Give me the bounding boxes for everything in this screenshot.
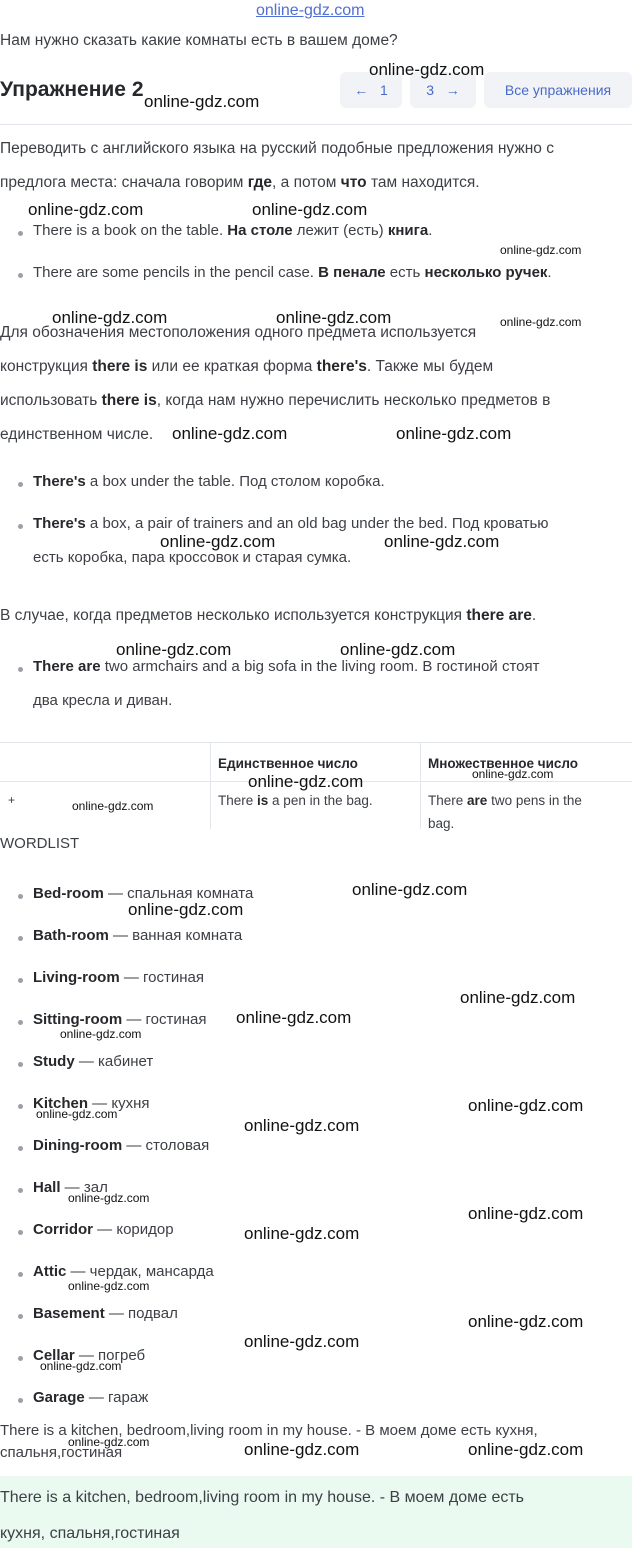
explanation-1-bold-what: что <box>340 174 367 191</box>
word-en: Living-room <box>33 969 120 986</box>
watermark: online-gdz.com <box>468 1204 584 1223</box>
table-cell-singular <box>218 789 373 812</box>
watermark: online-gdz.com <box>68 1279 150 1293</box>
word-ru: — гостиная <box>119 969 204 986</box>
table-text: There <box>428 793 468 808</box>
bullet-icon <box>18 936 23 941</box>
site-watermark-top[interactable]: online-gdz.com <box>256 2 365 19</box>
table-divider <box>420 743 421 829</box>
bullet-icon <box>18 1230 23 1235</box>
watermark: online-gdz.com <box>340 640 456 659</box>
prev-exercise-number: 1 <box>379 82 388 98</box>
bullet-icon <box>18 231 23 236</box>
explanation-3-bold: there are <box>466 607 532 624</box>
word-en: Kitchen <box>33 1095 89 1112</box>
table-text: two pens in the <box>487 793 582 808</box>
explanation-1 <box>0 132 628 200</box>
bullet-icon <box>18 1062 23 1067</box>
word-ru: — кабинет <box>74 1053 154 1070</box>
explanation-2-bold: there's <box>316 358 367 375</box>
word-en: Garage <box>33 1389 85 1406</box>
bullet-icon <box>18 482 23 487</box>
watermark: online-gdz.com <box>236 1008 352 1027</box>
example-3 <box>33 473 385 490</box>
example-2 <box>33 264 552 281</box>
explanation-2-text: . Также мы будем <box>366 358 494 375</box>
example-bold: В пенале <box>318 264 386 281</box>
watermark: online-gdz.com <box>384 532 500 551</box>
watermark: online-gdz.com <box>500 315 582 329</box>
exercise-title: Упражнение 2 <box>0 78 144 101</box>
watermark: online-gdz.com <box>396 424 512 443</box>
explanation-3-text: . <box>531 607 537 624</box>
example-en: There is a book on the table. <box>33 222 228 239</box>
watermark: online-gdz.com <box>172 424 288 443</box>
example-bold: There's <box>33 473 86 490</box>
word-ru: — спальная комната <box>103 885 254 902</box>
explanation-1-line1: Переводить с английского языка на русский подобные предложения нужно с <box>0 140 554 157</box>
watermark: online-gdz.com <box>244 1116 360 1135</box>
bullet-icon <box>18 1356 23 1361</box>
word-ru: — погреб <box>74 1347 146 1364</box>
example-ru: лежит (есть) <box>292 222 388 239</box>
example-1 <box>33 222 432 239</box>
explanation-3 <box>0 607 536 625</box>
answer-box-line2: кухня, спальня,гостиная <box>0 1525 180 1542</box>
explanation-2 <box>0 316 628 452</box>
watermark: online-gdz.com <box>128 900 244 919</box>
wordlist-item <box>33 1305 178 1322</box>
watermark: online-gdz.com <box>68 1191 150 1205</box>
watermark: online-gdz.com <box>116 640 232 659</box>
header-divider <box>0 124 632 125</box>
word-en: Basement <box>33 1305 105 1322</box>
bullet-icon <box>18 1398 23 1403</box>
explanation-2-line1: Для обозначения местоположения одного предмета используется <box>0 324 477 341</box>
watermark: online-gdz.com <box>500 243 582 257</box>
word-en: Cellar <box>33 1347 75 1364</box>
word-en: Attic <box>33 1263 67 1280</box>
bullet-icon <box>18 1104 23 1109</box>
watermark: online-gdz.com <box>52 308 168 327</box>
explanation-2-text: конструкция <box>0 358 93 375</box>
wordlist-item <box>33 1053 153 1070</box>
example-5 <box>33 650 628 718</box>
watermark: online-gdz.com <box>68 1435 150 1449</box>
watermark: online-gdz.com <box>28 200 144 219</box>
explanation-2-text: использовать <box>0 392 102 409</box>
example-text: a box under the table. Под столом коробка. <box>85 473 385 490</box>
example-text: два кресла и диван. <box>33 692 173 709</box>
explanation-1-text: там находится. <box>366 174 480 191</box>
answer-box-line1: There is a kitchen, bedroom,living room in my house. - В моем доме есть <box>0 1489 524 1506</box>
watermark: online-gdz.com <box>252 200 368 219</box>
table-text: There <box>218 793 258 808</box>
arrow-left-icon: ← <box>354 82 369 98</box>
word-en: Sitting-room <box>33 1011 123 1028</box>
next-exercise-number: 3 <box>426 82 435 98</box>
bullet-icon <box>18 1272 23 1277</box>
table-row-sign: + <box>8 793 16 807</box>
intro-question: Нам нужно сказать какие комнаты есть в вашем доме? <box>0 32 398 49</box>
watermark: online-gdz.com <box>248 772 364 791</box>
bullet-icon <box>18 273 23 278</box>
wordlist-item <box>33 1221 174 1238</box>
answer-plain-line2: спальня,гостиная <box>0 1444 123 1461</box>
answer-box <box>0 1476 632 1548</box>
answer-plain-line1: There is a kitchen, bedroom,living room in my house. - В моем доме есть кухня, <box>0 1422 538 1439</box>
table-text: bag. <box>428 816 455 831</box>
watermark: online-gdz.com <box>369 60 485 79</box>
watermark: online-gdz.com <box>472 767 554 781</box>
example-text: two armchairs and a big sofa in the living room. В гостиной стоят <box>100 658 540 675</box>
wordlist-item <box>33 1137 209 1154</box>
watermark: online-gdz.com <box>468 1440 584 1459</box>
word-ru: — коридор <box>93 1221 174 1238</box>
example-4 <box>33 507 628 575</box>
bullet-icon <box>18 524 23 529</box>
word-en: Hall <box>33 1179 61 1196</box>
watermark: online-gdz.com <box>468 1312 584 1331</box>
bullet-icon <box>18 1146 23 1151</box>
explanation-2-bold: there is <box>92 358 148 375</box>
word-en: Bed-room <box>33 885 104 902</box>
answer-box-text <box>0 1480 524 1552</box>
bullet-icon <box>18 894 23 899</box>
example-text: a box, a pair of trainers and an old bag under the bed. Под кроватью <box>85 515 549 532</box>
example-bold: На столе <box>227 222 293 239</box>
word-ru: — гараж <box>84 1389 149 1406</box>
watermark: online-gdz.com <box>468 1096 584 1115</box>
table-header-singular: Единственное число <box>218 756 358 771</box>
watermark: online-gdz.com <box>352 880 468 899</box>
word-ru: — столовая <box>122 1137 210 1154</box>
word-en: Study <box>33 1053 75 1070</box>
word-ru: — кухня <box>88 1095 150 1112</box>
word-en: Dining-room <box>33 1137 123 1154</box>
explanation-1-text: , а потом <box>272 174 341 191</box>
example-ru: есть <box>385 264 425 281</box>
wordlist-item <box>33 927 242 944</box>
arrow-right-icon: → <box>445 82 460 98</box>
wordlist-title: WORDLIST <box>0 835 80 852</box>
explanation-2-line4: единственном числе. <box>0 426 154 443</box>
bullet-icon <box>18 1188 23 1193</box>
wordlist-item <box>33 1263 214 1280</box>
example-bold: книга <box>387 222 429 239</box>
table-header-plural: Множественное число <box>428 756 579 771</box>
watermark: online-gdz.com <box>72 799 154 813</box>
explanation-3-text: В случае, когда предметов несколько используется конструкция <box>0 607 467 624</box>
watermark: online-gdz.com <box>36 1107 118 1121</box>
bullet-icon <box>18 1020 23 1025</box>
watermark: online-gdz.com <box>40 1359 122 1373</box>
word-en: Corridor <box>33 1221 93 1238</box>
word-ru: — ванная комната <box>108 927 243 944</box>
example-bold: There are <box>33 658 101 675</box>
watermark: online-gdz.com <box>244 1440 360 1459</box>
wordlist-item <box>33 969 204 986</box>
example-ru: . <box>547 264 552 281</box>
table-cell-plural <box>428 789 618 835</box>
word-ru: — зал <box>60 1179 108 1196</box>
table-text: a pen in the bag. <box>268 793 373 808</box>
watermark: online-gdz.com <box>244 1224 360 1243</box>
watermark: online-gdz.com <box>144 92 260 111</box>
word-ru: — гостиная <box>122 1011 207 1028</box>
example-en: There are some pencils in the pencil case. <box>33 264 319 281</box>
wordlist-item <box>33 1389 148 1406</box>
word-en: Bath-room <box>33 927 109 944</box>
example-bold: несколько ручек <box>424 264 548 281</box>
watermark: online-gdz.com <box>276 308 392 327</box>
watermark: online-gdz.com <box>160 532 276 551</box>
table-bold: is <box>257 793 269 808</box>
explanation-2-text: или ее краткая форма <box>147 358 317 375</box>
explanation-2-text: , когда нам нужно перечислить несколько предметов в <box>156 392 551 409</box>
example-text: есть коробка, пара кроссовок и старая сумка. <box>33 549 352 566</box>
watermark: online-gdz.com <box>244 1332 360 1351</box>
bullet-icon <box>18 667 23 672</box>
table-bold: are <box>467 793 488 808</box>
table-divider <box>210 743 211 829</box>
wordlist-item <box>33 1011 206 1028</box>
watermark: online-gdz.com <box>460 988 576 1007</box>
explanation-2-bold: there is <box>101 392 157 409</box>
watermark: online-gdz.com <box>60 1027 142 1041</box>
example-bold: There's <box>33 515 86 532</box>
explanation-1-text: предлога места: сначала говорим <box>0 174 248 191</box>
example-ru: . <box>428 222 433 239</box>
bullet-icon <box>18 1314 23 1319</box>
bullet-icon <box>18 978 23 983</box>
word-ru: — чердак, мансарда <box>66 1263 214 1280</box>
explanation-1-bold-where: где <box>247 174 273 191</box>
word-ru: — подвал <box>104 1305 178 1322</box>
all-exercises-button[interactable]: Все упражнения <box>484 72 632 108</box>
